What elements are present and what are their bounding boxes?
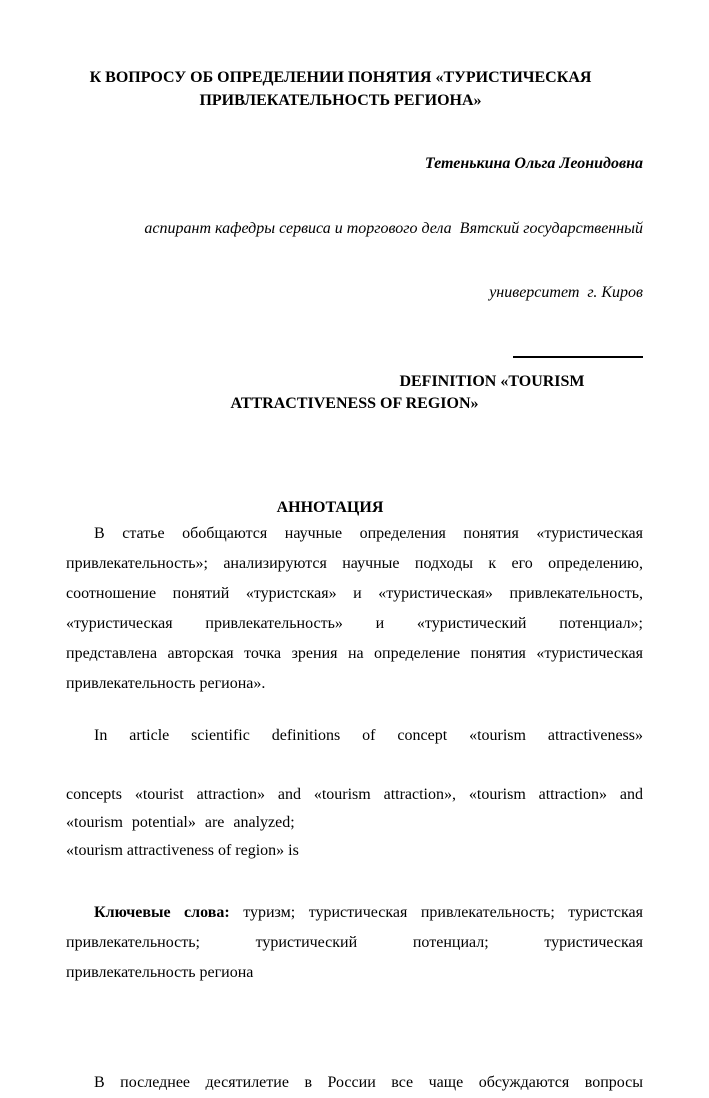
- english-abstract-line: «tourism attractiveness of region» is: [66, 841, 299, 859]
- article-title-line-2: ПРИВЛЕКАТЕЛЬНОСТЬ РЕГИОНА»: [199, 92, 482, 109]
- english-title: [66, 371, 643, 415]
- annotation-line: «туристическая привлекательность» и «туристический потенциал»;: [66, 614, 643, 632]
- english-title-line-1: DEFINITION «TOURISM: [399, 372, 585, 390]
- keywords-line: привлекательность региона: [66, 963, 254, 981]
- body-paragraph-line: В последнее десятилетие в России все чаще обсуждаются вопросы: [94, 1073, 643, 1091]
- keywords-text: туризм; туристическая привлекательность; туристская: [229, 903, 643, 921]
- horizontal-divider: [513, 356, 643, 358]
- english-abstract-line: concepts «tourist attraction» and «tourism attraction», «tourism attraction» and: [66, 785, 643, 803]
- annotation-line: В статье обобщаются научные определения понятия «туристическая: [94, 524, 643, 542]
- english-abstract-line: In article scientific definitions of concept «tourism attractiveness»: [94, 726, 643, 744]
- keywords-label: Ключевые слова:: [94, 903, 230, 921]
- annotation-line: соотношение понятий «туристская» и «туристическая» привлекательность,: [66, 584, 643, 602]
- author-block: [66, 110, 643, 347]
- english-abstract-paragraph-2: [66, 781, 643, 865]
- author-affiliation-line-2: университет г. Киров: [489, 284, 643, 301]
- annotation-line: представлена авторская точка зрения на определение понятия «туристическая: [66, 644, 643, 662]
- annotation-paragraph: [66, 519, 643, 699]
- keywords-line: [66, 898, 643, 928]
- author-name: Тетенькина Ольга Леонидовна: [424, 155, 643, 172]
- english-abstract-paragraph-1: [66, 721, 643, 751]
- english-abstract-line: «tourism potential» are analyzed;: [66, 813, 295, 831]
- english-title-line-2: ATTRACTIVENESS OF REGION»: [230, 394, 479, 412]
- keywords-paragraph: [66, 898, 643, 988]
- keywords-line: привлекательность; туристический потенциал; туристическая: [66, 933, 643, 951]
- author-affiliation-line-1: аспирант кафедры сервиса и торгового дела Вятский государственный: [144, 219, 643, 237]
- body-paragraph: [66, 1068, 643, 1098]
- annotation-heading: АННОТАЦИЯ: [276, 498, 384, 516]
- annotation-line: привлекательность региона».: [66, 674, 266, 692]
- annotation-line: привлекательность»; анализируются научные подходы к его определению,: [66, 554, 643, 572]
- article-title-line-1: К ВОПРОСУ ОБ ОПРЕДЕЛЕНИИ ПОНЯТИЯ «ТУРИСТИЧЕСКАЯ: [89, 69, 592, 86]
- article-title: [66, 66, 615, 112]
